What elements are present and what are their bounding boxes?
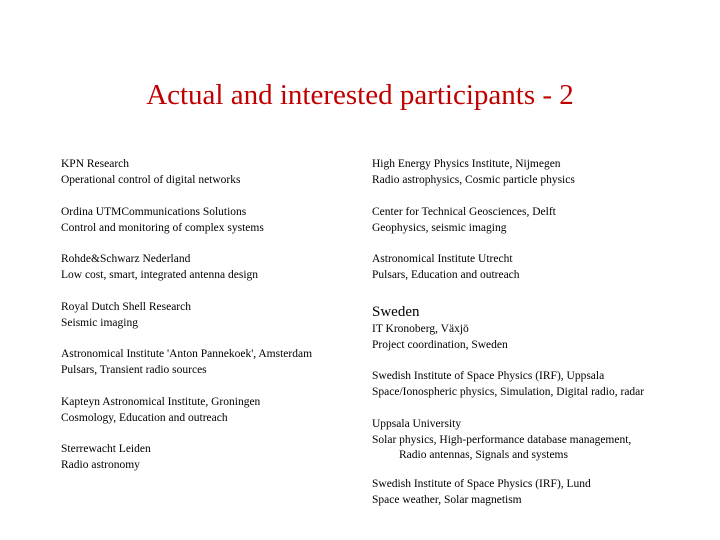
participant-entry <box>372 477 591 508</box>
participant-description: Space weather, Solar magnetism <box>372 493 522 506</box>
slide-title: Actual and interested participants - 2 <box>146 79 574 111</box>
participant-description-continued: Radio antennas, Signals and systems <box>399 449 568 461</box>
participant-name: Swedish Institute of Space Physics (IRF), Uppsala <box>372 370 605 382</box>
participant-description: Radio astrophysics, Cosmic particle physics <box>372 173 575 186</box>
participant-entry <box>61 300 191 331</box>
participant-name: Kapteyn Astronomical Institute, Groningen <box>61 396 261 408</box>
participant-name: IT Kronoberg, Växjö <box>372 323 469 335</box>
participant-entry <box>372 157 575 188</box>
participant-description: Seismic imaging <box>61 316 138 329</box>
participant-entry <box>61 442 151 473</box>
participant-name: Astronomical Institute 'Anton Pannekoek', Amsterdam <box>61 348 313 360</box>
section-heading-sweden: Sweden <box>372 304 420 320</box>
participant-entry <box>372 417 631 464</box>
participant-entry <box>61 205 264 236</box>
participant-description: Operational control of digital networks <box>61 173 241 186</box>
participant-name: Uppsala University <box>372 418 462 430</box>
participant-name: KPN Research <box>61 158 130 170</box>
participant-entry <box>372 252 520 283</box>
participant-name: Royal Dutch Shell Research <box>61 301 191 313</box>
participant-entry <box>61 157 240 188</box>
participant-description: Cosmology, Education and outreach <box>61 411 228 424</box>
participant-entry <box>61 347 312 378</box>
participant-name: Sterrewacht Leiden <box>61 443 151 455</box>
participant-entry <box>372 369 644 400</box>
participant-description: Geophysics, seismic imaging <box>372 221 507 234</box>
participant-name: Astronomical Institute Utrecht <box>372 253 513 265</box>
participant-description: Radio astronomy <box>61 458 140 471</box>
participant-description: Solar physics, High-performance database management, <box>372 433 632 446</box>
participant-description: Pulsars, Transient radio sources <box>61 363 207 376</box>
participant-name: Center for Technical Geosciences, Delft <box>372 206 556 218</box>
participant-entry <box>372 205 556 236</box>
participant-entry <box>372 322 508 353</box>
participant-description: Pulsars, Education and outreach <box>372 268 520 281</box>
participant-entry <box>61 395 260 426</box>
participant-description: Control and monitoring of complex systems <box>61 221 264 234</box>
participant-name: Ordina UTMCommunications Solutions <box>61 206 247 218</box>
participant-description: Space/Ionospheric physics, Simulation, Digital radio, radar <box>372 385 645 398</box>
participant-entry <box>61 252 258 283</box>
participant-description: Project coordination, Sweden <box>372 338 508 351</box>
participant-name: Swedish Institute of Space Physics (IRF), Lund <box>372 478 591 490</box>
participant-description: Low cost, smart, integrated antenna design <box>61 268 259 281</box>
participant-name: Rohde&Schwarz Nederland <box>61 253 191 265</box>
participant-name: High Energy Physics Institute, Nijmegen <box>372 158 561 170</box>
